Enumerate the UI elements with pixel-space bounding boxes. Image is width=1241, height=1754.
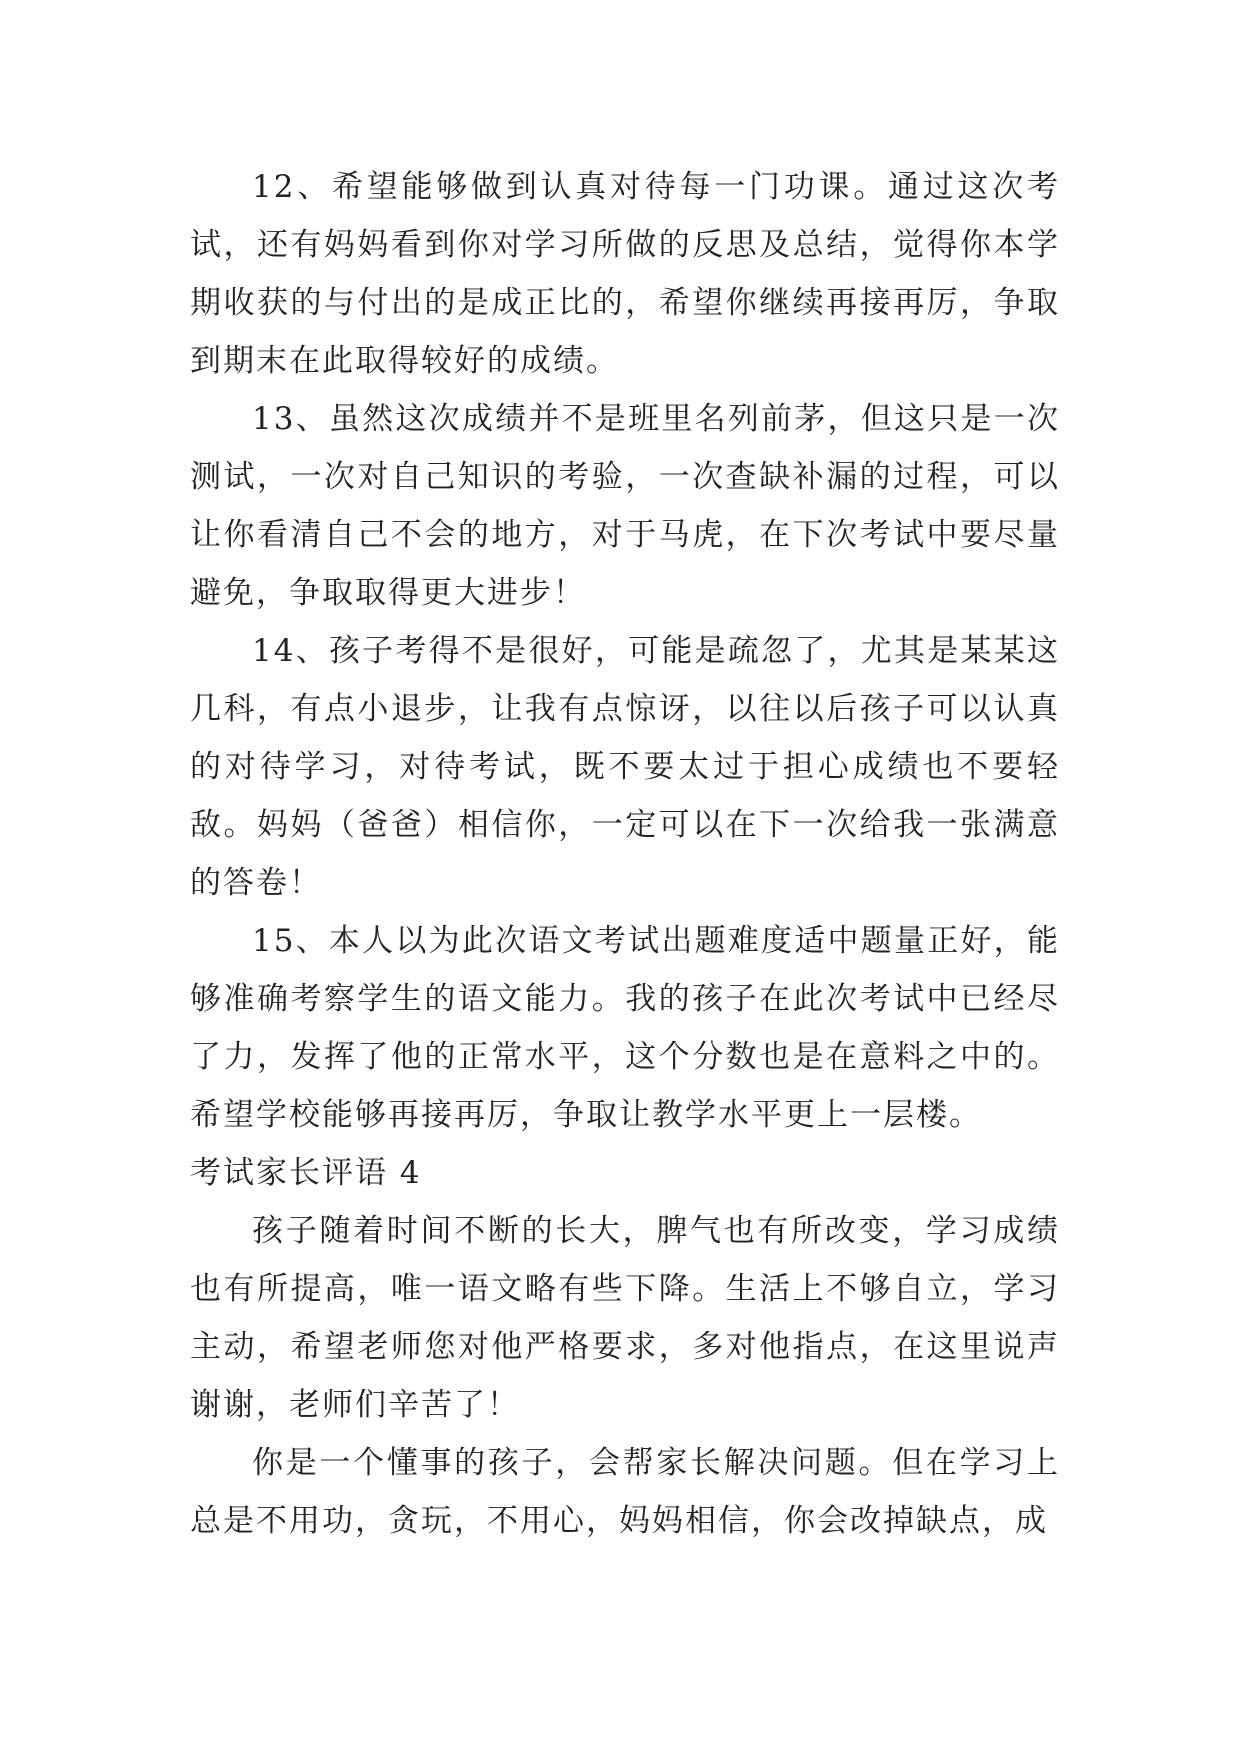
paragraph-15: 15、本人以为此次语文考试出题难度适中题量正好，能够准确考察学生的语文能力。我的孩子在此次考试中已经尽了力，发挥了他的正常水平，这个分数也是在意料之中的。希望学校能够再接再厉，争取让教学水平更上一层楼。 — [190, 923, 1060, 1133]
paragraph-14: 14、孩子考得不是很好，可能是疏忽了，尤其是某某这几科，有点小退步，让我有点惊讶，以往以后孩子可以认真的对待学习，对待考试，既不要太过于担心成绩也不要轻敌。妈妈（爸爸）相信你，一定可以在下一次给我一张满意的答卷！ — [190, 633, 1060, 901]
document-body — [190, 158, 1060, 1550]
paragraph-section-1: 孩子随着时间不断的长大，脾气也有所改变，学习成绩也有所提高，唯一语文略有些下降。生活上不够自立，学习主动，希望老师您对他严格要求，多对他指点，在这里说声谢谢，老师们辛苦了！ — [190, 1213, 1060, 1423]
paragraph-12: 12、希望能够做到认真对待每一门功课。通过这次考试，还有妈妈看到你对学习所做的反思及总结，觉得你本学期收获的与付出的是成正比的，希望你继续再接再厉，争取到期末在此取得较好的成绩。 — [190, 169, 1060, 379]
paragraph-13: 13、虽然这次成绩并不是班里名列前茅，但这只是一次测试，一次对自己知识的考验，一次查缺补漏的过程，可以让你看清自己不会的地方，对于马虎，在下次考试中要尽量避免，争取取得更大进步！ — [190, 401, 1060, 611]
paragraph-section-2: 你是一个懂事的孩子，会帮家长解决问题。但在学习上总是不用功，贪玩，不用心，妈妈相信，你会改掉缺点，成 — [190, 1445, 1060, 1539]
section-heading: 考试家长评语 4 — [190, 1155, 422, 1191]
